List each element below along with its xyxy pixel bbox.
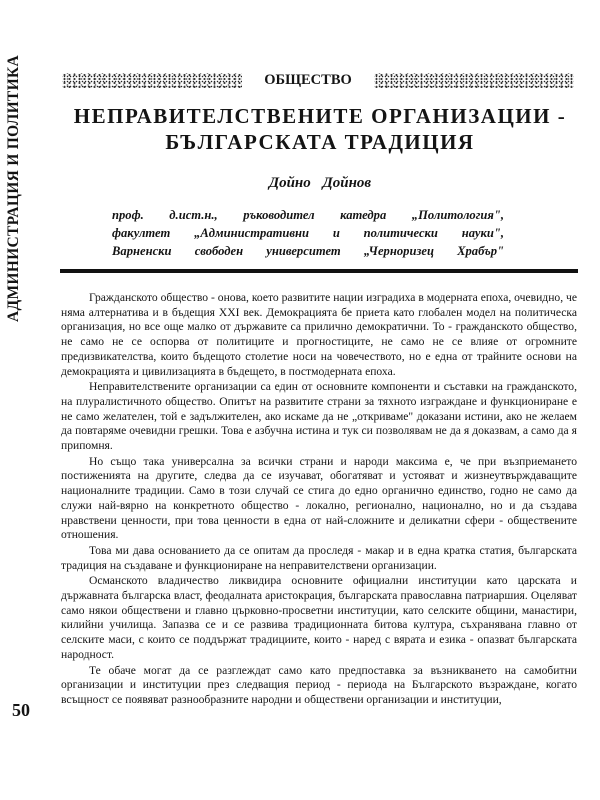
- article-title: [40, 103, 600, 155]
- paragraph: Но също така универсална за всички страни и народи максима е, че при възприемането постиженията на другите, следва да се изучават, обогатяват и устояват и жизнеутвърждаващите националните традиции. Само в този случай се стига до едно органично единство, годно не само да служи най-вярно на конкретното общество - локално, регионално, национално, но и да създава нравствени ценности, при това ценности в една от най-сложните и деликатни сфери - обществените отношения.: [61, 454, 577, 542]
- title-line: БЪЛГАРСКАТА ТРАДИЦИЯ: [165, 130, 475, 154]
- header-divider: [60, 269, 578, 273]
- decorative-band-right: [374, 73, 574, 88]
- decorative-band-left: [62, 73, 242, 88]
- article-body: [61, 291, 577, 709]
- paragraph: Гражданското общество - онова, което развитите нации изградиха в модерната епоха, очевидно, че няма алтернатива и в бъдещия XXI век. Демокрацията бе приета като глобален модел на политическа организация, но все още малко от държавите са прилично демократични. То - гражданското общество, не само не се оспорва от политиците и прогностиците, не само не се влияе от огромните предизвикателства, които бъдещото столетие носи на човечеството, но е една от трайните основи на демокрацията и цивилизацията в бъдещето, в постмодерната епоха.: [61, 291, 577, 378]
- author-affiliation: [112, 206, 504, 260]
- section-header: [62, 70, 574, 90]
- paragraph: Неправителствените организации са един от основните компоненти и съставки на гражданското, на плуралистичното общество. Опитът на развитите страни за тяхното изграждане и функциониране е не само желателен, той е задължителен, ако искаме да не „откриваме" доказани истини, ако не желаем да повтаряме очевидни грешки. Това е азбучна истина и тук си позволявам не да я доказвам, а само да я припомня.: [61, 380, 577, 453]
- journal-section-label: АДМИНИСТРАЦИЯ И ПОЛИТИКА: [5, 55, 22, 322]
- paragraph: Османското владичество ликвидира основните официални институции като царската и държавната българска власт, феодалната аристокрация, българската православна патриаршия. Оцеляват само някои обществени и главно църковно-просветни институции, като селските общини, манастири, килийни училища. Запазва се и се развива традиционната битова култура, съхранявана главно от селските маси, с които се поддържат традициите, които - наред с вярата и езика - опазват българската народност.: [61, 574, 577, 661]
- affiliation-line: Варненски свободен университет „Черноризец Храбър": [112, 244, 504, 258]
- author-name: Дойно Дойнов: [268, 175, 372, 191]
- affiliation-line: проф. д.ист.н., ръководител катедра „Политология",: [112, 208, 504, 222]
- section-title: ОБЩЕСТВО: [242, 70, 374, 90]
- affiliation-line: факултет „Административни и политически науки",: [112, 226, 504, 240]
- paragraph: Те обаче могат да се разглеждат само като предпоставка за възникването на самобитни организации и институции през следващия период - периода на Българското възраждане, когато всъщност се появяват разнообразните народни и обществени организации и институции,: [61, 663, 577, 706]
- page-number: 50: [12, 700, 30, 720]
- paragraph: Това ми дава основанието да се опитам да проследя - макар и в една кратка статия, българската традиция на създаване и функциониране на неправителствени организации.: [61, 543, 577, 572]
- title-line: НЕПРАВИТЕЛСТВЕНИТЕ ОРГАНИЗАЦИИ -: [73, 104, 567, 128]
